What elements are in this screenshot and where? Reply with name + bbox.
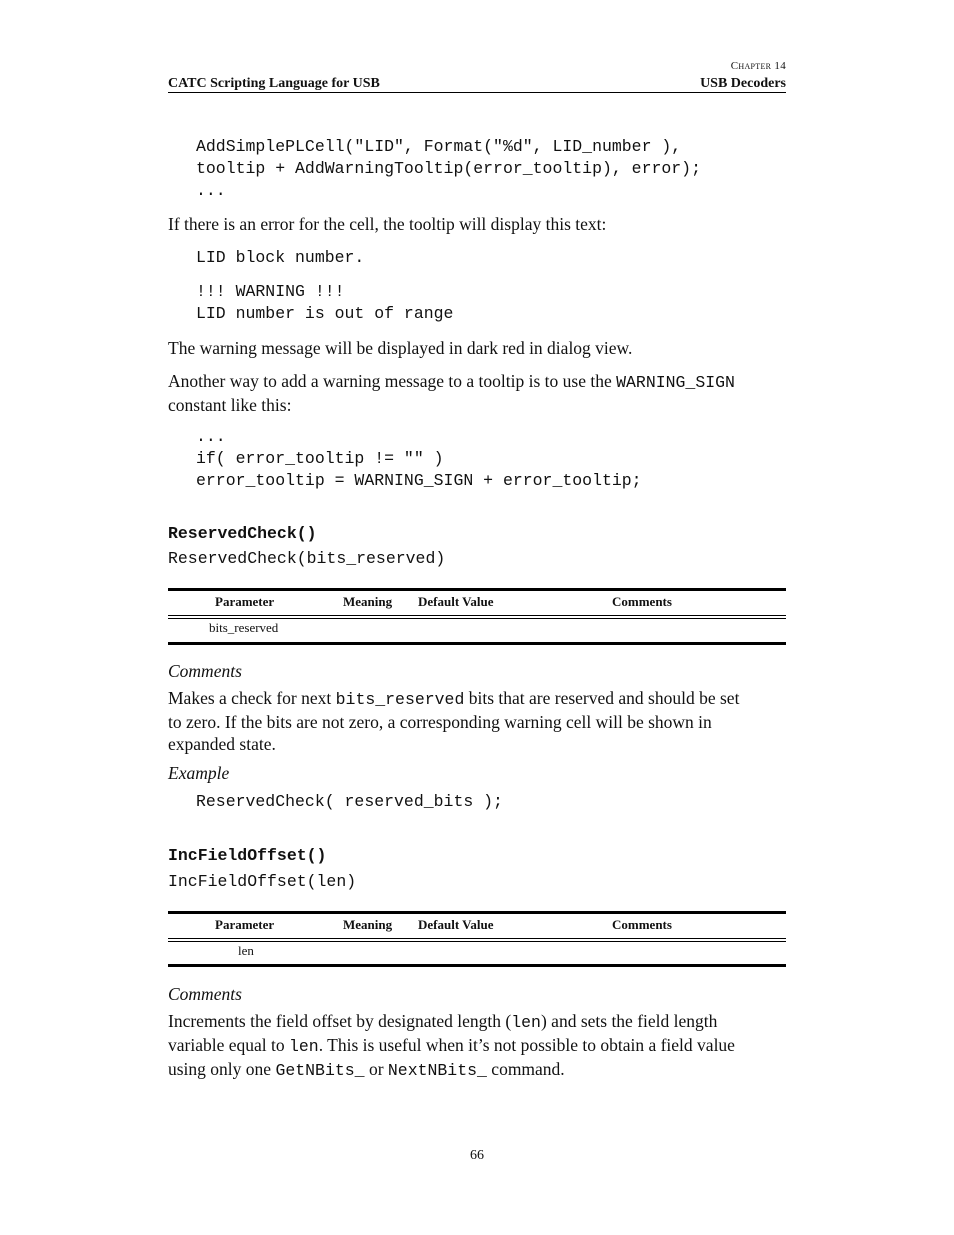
paragraph-tooltip-error: If there is an error for the cell, the tooltip will display this text: <box>168 214 607 234</box>
code-line: ... <box>196 181 226 200</box>
code-line: ... <box>196 427 226 446</box>
chapter-word: Chapter <box>730 60 772 72</box>
table-rule <box>168 618 786 619</box>
parameter-table-reservedcheck <box>168 588 786 648</box>
comments-label: Comments <box>168 661 242 681</box>
inline-code: bits_reserved <box>335 690 465 709</box>
header-rule <box>168 92 786 93</box>
code-block-warning <box>196 281 453 325</box>
code-block-addsimplepl <box>196 136 701 202</box>
table-rule <box>168 642 786 645</box>
example-code-reservedcheck: ReservedCheck( reserved_bits ); <box>196 792 503 811</box>
table-rule <box>168 964 786 967</box>
text-run: constant like this: <box>168 395 292 415</box>
table-rule <box>168 938 786 939</box>
code-block-lid <box>196 247 364 269</box>
table-header-parameter: Parameter <box>215 594 275 609</box>
signature-incfieldoffset: IncFieldOffset(len) <box>168 872 357 891</box>
table-rule <box>168 941 786 942</box>
signature-reservedcheck: ReservedCheck(bits_reserved) <box>168 549 446 568</box>
text-run: . This is useful when it’s not possible to obtain a field value <box>318 1035 735 1055</box>
code-line: !!! WARNING !!! <box>196 282 345 301</box>
comments-incfieldoffset <box>168 1010 788 1082</box>
table-header-parameter: Parameter <box>215 917 275 932</box>
table-cell-parameter: bits_reserved <box>209 620 279 635</box>
table-rule <box>168 588 786 591</box>
text-run: command. <box>486 1059 565 1079</box>
text-run: or <box>364 1059 388 1079</box>
example-label: Example <box>168 763 230 783</box>
table-rule <box>168 911 786 914</box>
text-run: to zero. If the bits are not zero, a corresponding warning cell will be shown in <box>168 712 712 732</box>
comments-label: Comments <box>168 984 242 1004</box>
table-header-comments: Comments <box>612 594 672 609</box>
running-title-right: USB Decoders <box>700 76 786 91</box>
paragraph-warning-sign <box>168 370 788 416</box>
text-run: expanded state. <box>168 734 276 754</box>
inline-code: WARNING_SIGN <box>616 373 735 392</box>
inline-code: NextNBits_ <box>387 1061 487 1080</box>
table-header-default-value: Default Value <box>418 594 494 609</box>
inline-code: len <box>511 1013 541 1032</box>
inline-code: len <box>289 1037 319 1056</box>
inline-code: GetNBits_ <box>275 1061 365 1080</box>
table-header-default-value: Default Value <box>418 917 494 932</box>
section-title-incfieldoffset: IncFieldOffset() <box>168 846 327 865</box>
table-header-meaning: Meaning <box>343 594 393 609</box>
chapter-label <box>731 60 786 72</box>
code-line: LID block number. <box>196 248 365 267</box>
text-run: Another way to add a warning message to a tooltip is to use the <box>168 371 617 391</box>
table-header-meaning: Meaning <box>343 917 393 932</box>
paragraph-dark-red: The warning message will be displayed in dark red in dialog view. <box>168 338 633 358</box>
code-block-if <box>196 426 642 492</box>
text-run: using only one <box>168 1059 276 1079</box>
code-line: error_tooltip = WARNING_SIGN + error_tooltip; <box>196 471 642 490</box>
code-line: tooltip + AddWarningTooltip(error_tooltip), error); <box>196 159 701 178</box>
code-line: LID number is out of range <box>196 304 454 323</box>
running-title-left: CATC Scripting Language for USB <box>168 76 380 91</box>
table-header-comments: Comments <box>612 917 672 932</box>
section-title-reservedcheck: ReservedCheck() <box>168 524 317 543</box>
comments-reservedcheck <box>168 687 788 755</box>
text-run: ) and sets the field length <box>540 1011 718 1031</box>
table-rule <box>168 615 786 616</box>
text-run: bits that are reserved and should be set <box>464 688 740 708</box>
code-line: if( error_tooltip != "" ) <box>196 449 444 468</box>
text-run: Increments the field offset by designated length ( <box>168 1011 512 1031</box>
parameter-table-incfieldoffset <box>168 911 786 971</box>
chapter-number: 14 <box>774 60 786 72</box>
page-number: 66 <box>470 1148 484 1163</box>
text-run: variable equal to <box>168 1035 289 1055</box>
code-line: AddSimplePLCell("LID", Format("%d", LID_number ), <box>196 137 682 156</box>
text-run: Makes a check for next <box>168 688 336 708</box>
table-cell-parameter: len <box>238 943 254 958</box>
